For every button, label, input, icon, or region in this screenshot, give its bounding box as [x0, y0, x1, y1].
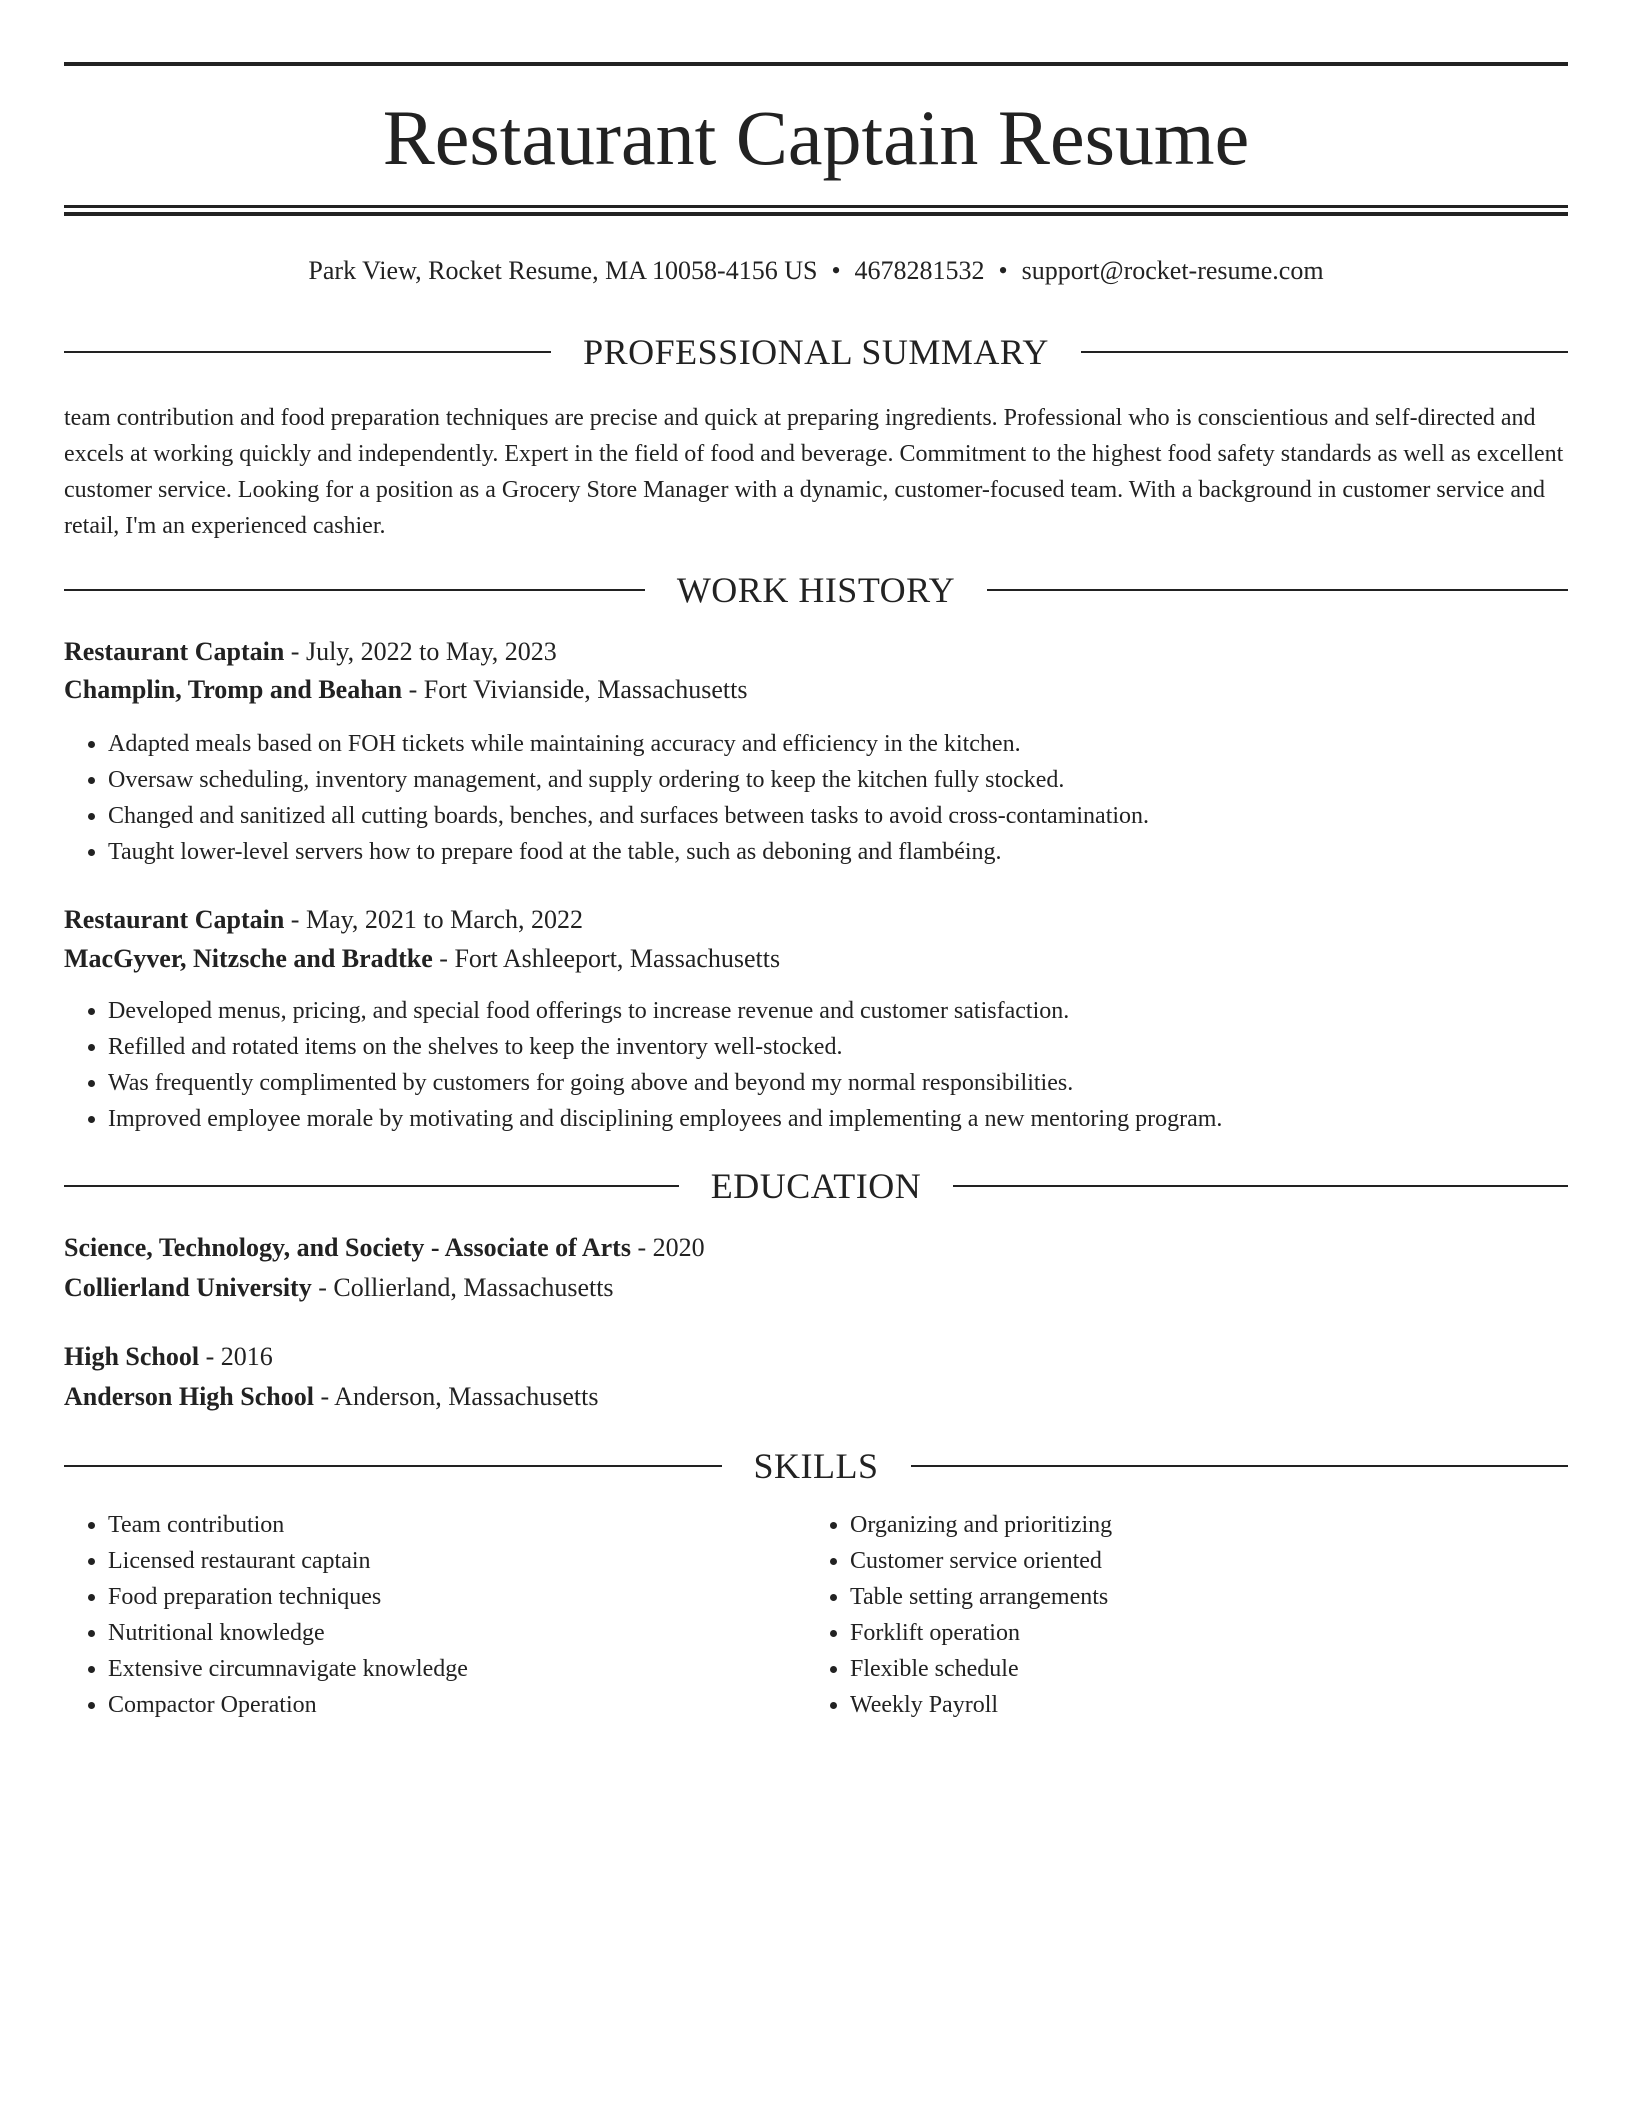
- skill-item: • Flexible schedule: [850, 1651, 1112, 1687]
- skill-item: • Compactor Operation: [108, 1687, 468, 1723]
- list-item: • Improved employee morale by motivating and disciplining employees and implementing a new mentoring program.: [108, 1101, 1222, 1137]
- skill-item: • Weekly Payroll: [850, 1687, 1112, 1723]
- list-item: • Changed and sanitized all cutting boards, benches, and surfaces between tasks to avoid cross-contamination.: [108, 798, 1149, 834]
- contact-separator: •: [998, 256, 1008, 285]
- skill-item: • Food preparation techniques: [108, 1579, 468, 1615]
- section-title: SKILLS: [753, 1446, 879, 1486]
- skill-item: • Customer service oriented: [850, 1543, 1112, 1579]
- job-location: - Fort Vivianside, Massachusetts: [402, 675, 748, 704]
- contact-phone: 4678281532: [854, 256, 985, 285]
- header-top-rule: [64, 62, 1568, 66]
- job-title: Restaurant Captain: [64, 637, 285, 666]
- section-heading-education: [64, 1164, 1568, 1208]
- section-heading-summary: [64, 330, 1568, 374]
- skill-item: • Forklift operation: [850, 1615, 1112, 1651]
- contact-separator: •: [831, 256, 841, 285]
- heading-divider: [953, 1185, 1568, 1187]
- list-item: • Oversaw scheduling, inventory management, and supply ordering to keep the kitchen fully stocked.: [108, 762, 1149, 798]
- education-school: Anderson High School: [64, 1382, 314, 1411]
- skill-item: • Nutritional knowledge: [108, 1615, 468, 1651]
- resume-title: Restaurant Captain Resume: [382, 94, 1250, 181]
- list-item: • Refilled and rotated items on the shelves to keep the inventory well-stocked.: [108, 1029, 1222, 1065]
- skills-list-right: [806, 1507, 1112, 1723]
- job-title: Restaurant Captain: [64, 905, 285, 934]
- job-title-line: [64, 901, 1568, 939]
- education-location: - Anderson, Massachusetts: [313, 1382, 599, 1411]
- section-title: EDUCATION: [710, 1166, 922, 1206]
- list-item: • Developed menus, pricing, and special food offerings to increase revenue and customer satisfaction.: [108, 993, 1222, 1029]
- education-school-line: [64, 1378, 1568, 1416]
- education-school: Collierland University: [64, 1273, 312, 1302]
- summary-text: team contribution and food preparation techniques are precise and quick at preparing ingredients. Professional who is conscientious and self-directed and excels at working quickly and independently. Expert in the field of food and beverage. Commitment to the highest food safety standards as well as excellent customer service. Looking for a position as a Grocery Store Manager with a dynamic, customer-focused team. With a background in customer service and retail, I'm an experienced cashier.: [64, 405, 1564, 539]
- contact-email: support@rocket-resume.com: [1021, 256, 1324, 285]
- section-heading-skills: [64, 1444, 1568, 1488]
- contact-line: [64, 253, 1568, 289]
- heading-divider: [911, 1465, 1569, 1467]
- education-location: - Collierland, Massachusetts: [311, 1273, 614, 1302]
- skill-item: • Team contribution: [108, 1507, 468, 1543]
- heading-divider: [1081, 351, 1568, 353]
- header-rule-upper: [64, 205, 1568, 208]
- education-year: - 2016: [199, 1342, 273, 1371]
- job-company-line: [64, 940, 1568, 978]
- job-title-line: [64, 633, 1568, 671]
- section-title: PROFESSIONAL SUMMARY: [583, 332, 1049, 372]
- education-degree: Science, Technology, and Society - Associate of Arts: [64, 1233, 631, 1262]
- skill-item: • Licensed restaurant captain: [108, 1543, 468, 1579]
- heading-divider: [64, 351, 551, 353]
- education-degree-line: [64, 1229, 1568, 1267]
- heading-divider: [64, 1465, 722, 1467]
- job-bullet-list: [64, 993, 1222, 1137]
- list-item: • Taught lower-level servers how to prepare food at the table, such as deboning and flambéing.: [108, 834, 1149, 870]
- job-dates: - May, 2021 to March, 2022: [284, 905, 584, 934]
- skill-item: • Organizing and prioritizing: [850, 1507, 1112, 1543]
- section-heading-work-history: [64, 568, 1568, 612]
- job-company-line: [64, 671, 1568, 709]
- header-rule-lower: [64, 212, 1568, 216]
- job-dates: - July, 2022 to May, 2023: [284, 637, 557, 666]
- heading-divider: [64, 589, 645, 591]
- skill-item: • Extensive circumnavigate knowledge: [108, 1651, 468, 1687]
- skills-list-left: [64, 1507, 468, 1723]
- contact-address: Park View, Rocket Resume, MA 10058-4156 US: [308, 256, 818, 285]
- list-item: • Adapted meals based on FOH tickets while maintaining accuracy and efficiency in the kitchen.: [108, 726, 1149, 762]
- job-bullet-list: [64, 726, 1149, 870]
- job-company: MacGyver, Nitzsche and Bradtke: [64, 944, 433, 973]
- education-school-line: [64, 1269, 1568, 1307]
- list-item: • Was frequently complimented by customers for going above and beyond my normal responsibilities.: [108, 1065, 1222, 1101]
- job-company: Champlin, Tromp and Beahan: [64, 675, 403, 704]
- heading-divider: [987, 589, 1568, 591]
- skill-item: • Table setting arrangements: [850, 1579, 1112, 1615]
- section-title: WORK HISTORY: [676, 570, 956, 610]
- education-degree: High School: [64, 1342, 200, 1371]
- education-degree-line: [64, 1338, 1568, 1376]
- job-location: - Fort Ashleeport, Massachusetts: [432, 944, 781, 973]
- education-year: - 2020: [630, 1233, 705, 1262]
- heading-divider: [64, 1185, 679, 1187]
